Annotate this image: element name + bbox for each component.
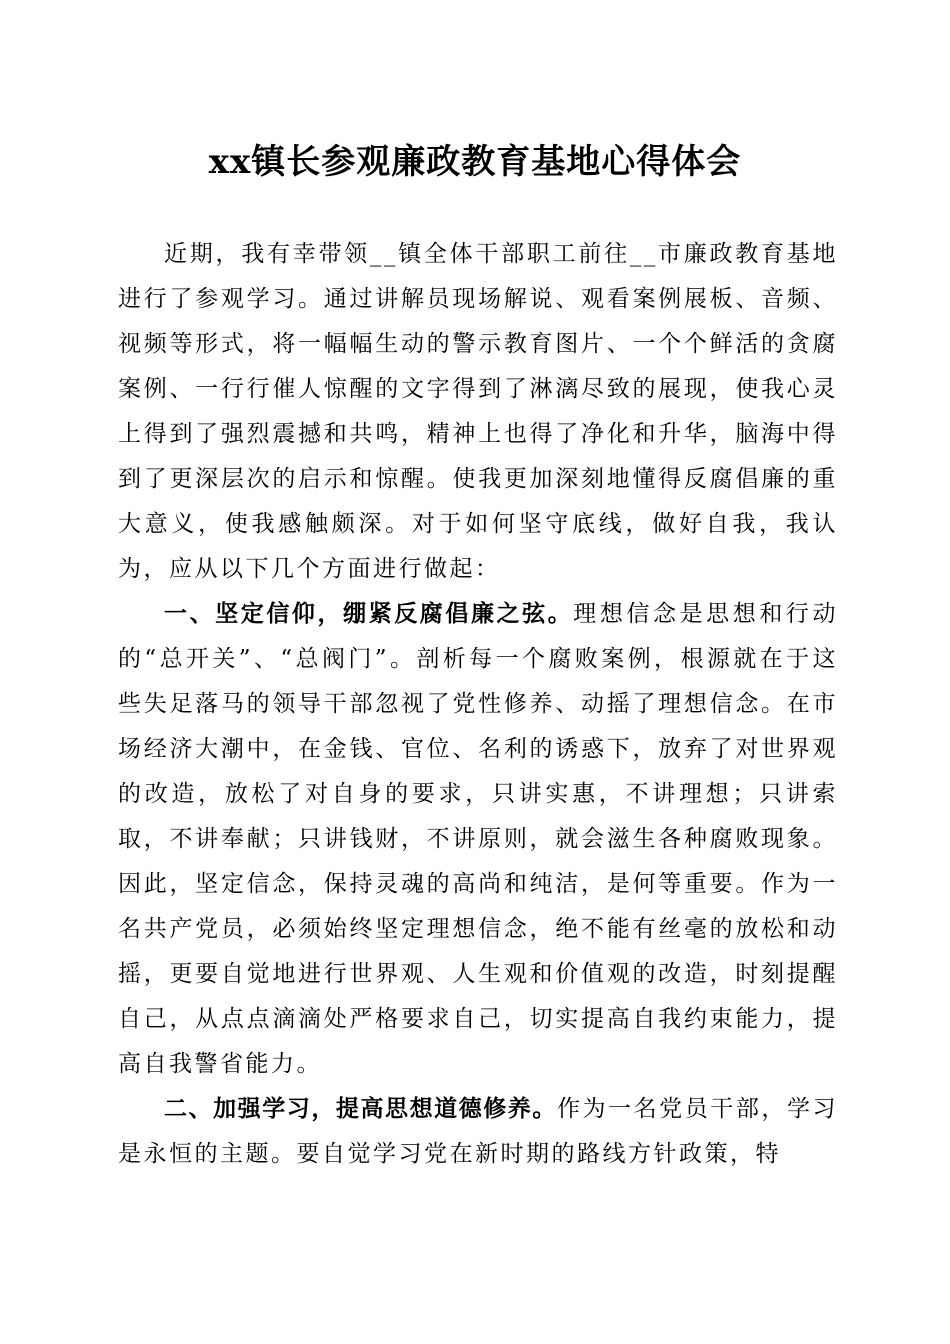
document-body [118, 232, 838, 1177]
section-two-heading: 二、加强学习，提高思想道德修养。 [164, 1096, 557, 1122]
section-one-heading: 一、坚定信仰，绷紧反腐倡廉之弦。 [164, 601, 574, 627]
section-two-text: 作为一名党员干部，学习是永恒的主题。要自觉学习党在新时期的路线方针政策，特 [118, 1096, 839, 1167]
intro-paragraph: 近期，我有幸带领__镇全体干部职工前往__市廉政教育基地进行了参观学习。通过讲解员现场解说、观看案例展板、音频、视频等形式，将一幅幅生动的警示教育图片、一个个鲜活的贪腐案例、一行行催人惊醒的文字得到了淋漓尽致的展现，使我心灵上得到了强烈震撼和共鸣，精神上也得了净化和升华，脑海中得到了更深层次的启示和惊醒。使我更加深刻地懂得反腐倡廉的重大意义，使我感触颇深。对于如何坚守底线，做好自我，我认为，应从以下几个方面进行做起： [118, 241, 838, 582]
section-one-paragraph [118, 592, 838, 1087]
document-title: xx镇长参观廉政教育基地心得体会 [208, 142, 742, 182]
section-two-paragraph [118, 1087, 838, 1177]
section-one-text: 理想信念是思想和行动的“总开关”、“总阀门”。剖析每一个腐败案例，根源就在于这些失足落马的领导干部忽视了党性修养、动摇了理想信念。在市场经济大潮中，在金钱、官位、名利的诱惑下，放弃了对世界观的改造，放松了对自身的要求，只讲实惠，不讲理想；只讲索取，不讲奉献；只讲钱财，不讲原则，就会滋生各种腐败现象。因此，坚定信念，保持灵魂的高尚和纯洁，是何等重要。作为一名共产党员，必须始终坚定理想信念，绝不能有丝毫的放松和动摇，更要自觉地进行世界观、人生观和价值观的改造，时刻提醒自己，从点点滴滴处严格要求自己，切实提高自我约束能力，提高自我警省能力。 [118, 601, 839, 1077]
